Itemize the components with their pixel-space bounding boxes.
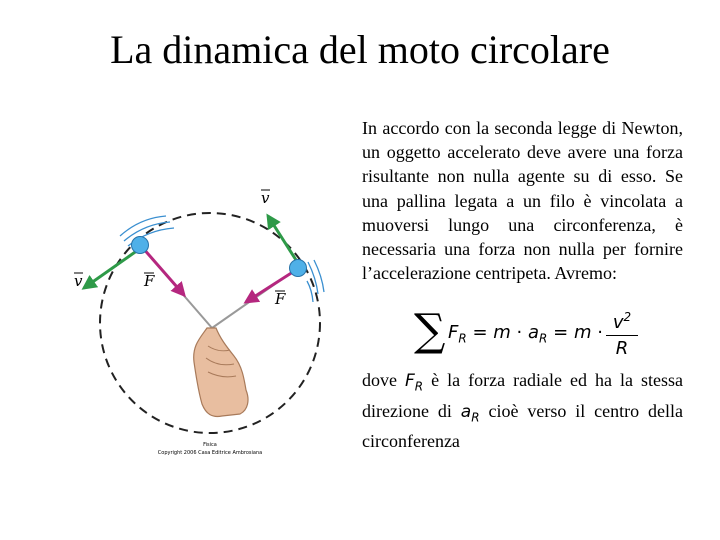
formula-exponent: 2: [623, 310, 632, 324]
inline-force-sub: R: [414, 379, 424, 394]
circular-motion-figure: [62, 178, 352, 463]
label-v-right: v: [261, 189, 270, 207]
figure-caption-book: Fisica: [203, 442, 217, 448]
formula-force-sub: R: [458, 331, 467, 346]
formula-fraction: [604, 306, 640, 361]
inline-accel: [461, 402, 480, 422]
explanation-text: [362, 116, 683, 285]
formula-equals-2: =: [553, 322, 569, 343]
formula-force: F: [448, 322, 459, 343]
fraction-bar: [606, 335, 638, 336]
formula-accel: a: [528, 322, 540, 343]
formula-dot-2: ·: [597, 322, 603, 343]
formula: [414, 306, 644, 364]
inline-force-symbol: F: [405, 371, 415, 391]
inline-accel-sub: R: [471, 409, 480, 424]
formula-equals-1: =: [472, 322, 488, 343]
after-text-3: cioè verso il centro della circonferenza: [362, 400, 683, 452]
formula-accel-sub: R: [539, 331, 548, 346]
sum-symbol: ∑: [414, 305, 446, 356]
velocity-arrow-right: [268, 216, 296, 260]
inline-force: [405, 371, 424, 394]
figure-caption-copyright: Copyright 2006 Casa Editrice Ambrosiana: [157, 450, 263, 456]
ball-right: [290, 260, 307, 277]
force-arrow-right: [246, 270, 296, 302]
formula-velocity: v: [612, 312, 624, 333]
formula-mass: m: [493, 322, 511, 343]
fraction-denominator: R: [615, 338, 629, 359]
ball-left: [132, 237, 149, 254]
inline-accel-symbol: a: [460, 401, 472, 422]
slide-title: La dinamica del moto circolare: [110, 27, 610, 72]
formula-expression: [448, 322, 603, 346]
velocity-arrow-left: [84, 250, 138, 288]
fraction-numerator: [604, 306, 640, 334]
label-F-right: F: [275, 290, 286, 308]
explanation-after-formula: [362, 368, 683, 453]
label-v-left: v: [74, 272, 83, 290]
formula-dot-1: ·: [516, 322, 523, 343]
formula-mass-2: m: [573, 322, 592, 343]
explanation-after-paragraph: [362, 368, 683, 453]
after-text-2: è la forza radiale ed ha la stessa direzione di: [362, 370, 683, 421]
explanation-paragraph: In accordo con la seconda legge di Newton, un oggetto accelerato deve avere una forza risultante non nulla agente su di esso. Se una pallina legata a un filo è vincolata a muoversi lungo una circonferenza, è necessaria una forza non nulla per fornire l’accelerazione centripeta. Avremo:: [362, 118, 683, 284]
label-F-left: F: [144, 272, 155, 290]
hand: [194, 328, 248, 417]
after-text-1: dove: [362, 370, 397, 390]
